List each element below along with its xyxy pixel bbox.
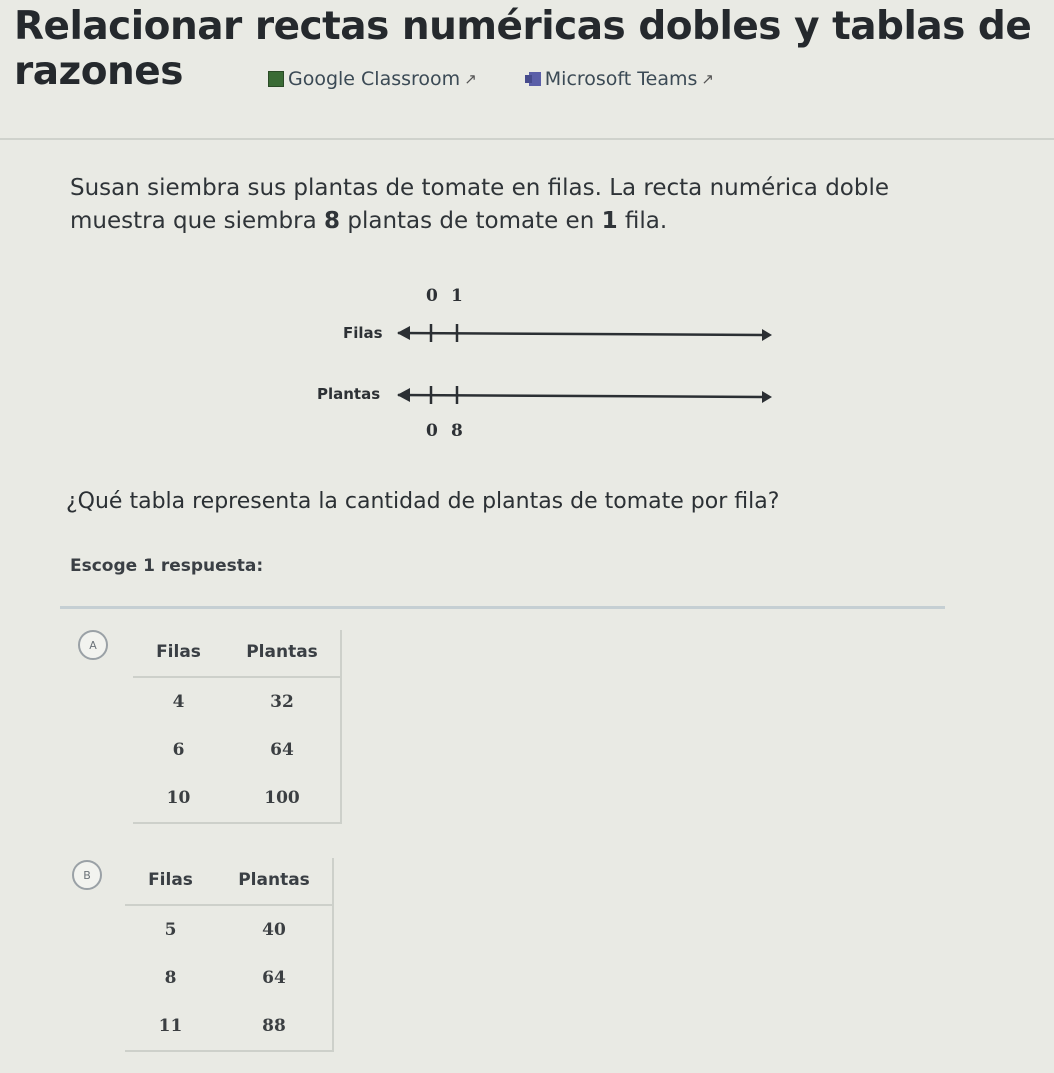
problem-text-part: Susan siembra sus plantas de tomate en filas. La recta numérica doble muestra que siembra (70, 175, 890, 234)
table-cell: 8 (164, 968, 177, 988)
top-line-left-arrow (397, 326, 410, 340)
table-cell: 88 (262, 1016, 286, 1036)
table-header: Filas (125, 858, 216, 905)
top-line-label: Filas (343, 324, 383, 342)
table-cell: 10 (166, 788, 191, 808)
header-divider (0, 138, 1054, 140)
option-a-radio[interactable] (78, 630, 108, 660)
bottom-line-left-arrow (397, 388, 410, 402)
table-row (125, 905, 333, 954)
problem-text (70, 172, 910, 238)
table-header: Plantas (216, 858, 333, 905)
microsoft-teams-link[interactable] (525, 68, 714, 90)
problem-number-plants: 8 (324, 208, 341, 234)
option-b-radio[interactable] (72, 860, 102, 890)
problem-text-part: fila. (617, 208, 668, 234)
table-cell: 100 (264, 788, 300, 808)
table-cell: 40 (262, 920, 286, 940)
top-line (398, 333, 768, 335)
problem-number-rows: 1 (601, 208, 618, 234)
option-b-table[interactable] (125, 858, 334, 1052)
table-header: Plantas (224, 630, 341, 677)
top-tick-label: 1 (451, 286, 463, 306)
top-line-right-arrow (762, 329, 772, 341)
table-cell: 11 (158, 1016, 183, 1036)
bottom-tick-label: 0 (426, 421, 438, 441)
google-classroom-label: Google Classroom (288, 68, 461, 90)
double-number-line (300, 275, 790, 445)
table-row (133, 677, 341, 726)
table-row (125, 1002, 333, 1051)
table-cell: 6 (172, 740, 185, 760)
microsoft-teams-label: Microsoft Teams (544, 68, 698, 90)
table-row (133, 774, 341, 823)
answers-divider (60, 606, 945, 609)
external-link-icon: ↗ (464, 70, 477, 88)
page-title: Relacionar rectas numéricas dobles y tablas de razones (14, 4, 1032, 94)
microsoft-teams-icon (525, 72, 541, 86)
table-row (133, 726, 341, 774)
table-header: Filas (133, 630, 224, 677)
bottom-line (398, 395, 768, 397)
external-link-icon: ↗ (701, 70, 714, 88)
table-cell: 64 (262, 968, 286, 988)
google-classroom-icon (268, 71, 284, 87)
option-a-letter: A (89, 638, 97, 652)
question-text: ¿Qué tabla representa la cantidad de plantas de tomate por fila? (66, 489, 780, 514)
table-cell: 5 (164, 920, 177, 940)
top-tick-label: 0 (426, 286, 438, 306)
table-cell: 64 (270, 740, 294, 760)
share-links (268, 68, 714, 90)
problem-text-part: plantas de tomate en (340, 208, 602, 234)
bottom-line-label: Plantas (317, 385, 381, 403)
option-b-letter: B (83, 868, 91, 882)
table-row (125, 954, 333, 1002)
instruction-text: Escoge 1 respuesta: (70, 556, 264, 576)
table-cell: 32 (270, 692, 294, 712)
table-cell: 4 (172, 692, 185, 712)
option-a-table[interactable] (133, 630, 342, 824)
bottom-tick-label: 8 (451, 421, 463, 441)
bottom-line-right-arrow (762, 391, 772, 403)
google-classroom-link[interactable] (268, 68, 477, 90)
